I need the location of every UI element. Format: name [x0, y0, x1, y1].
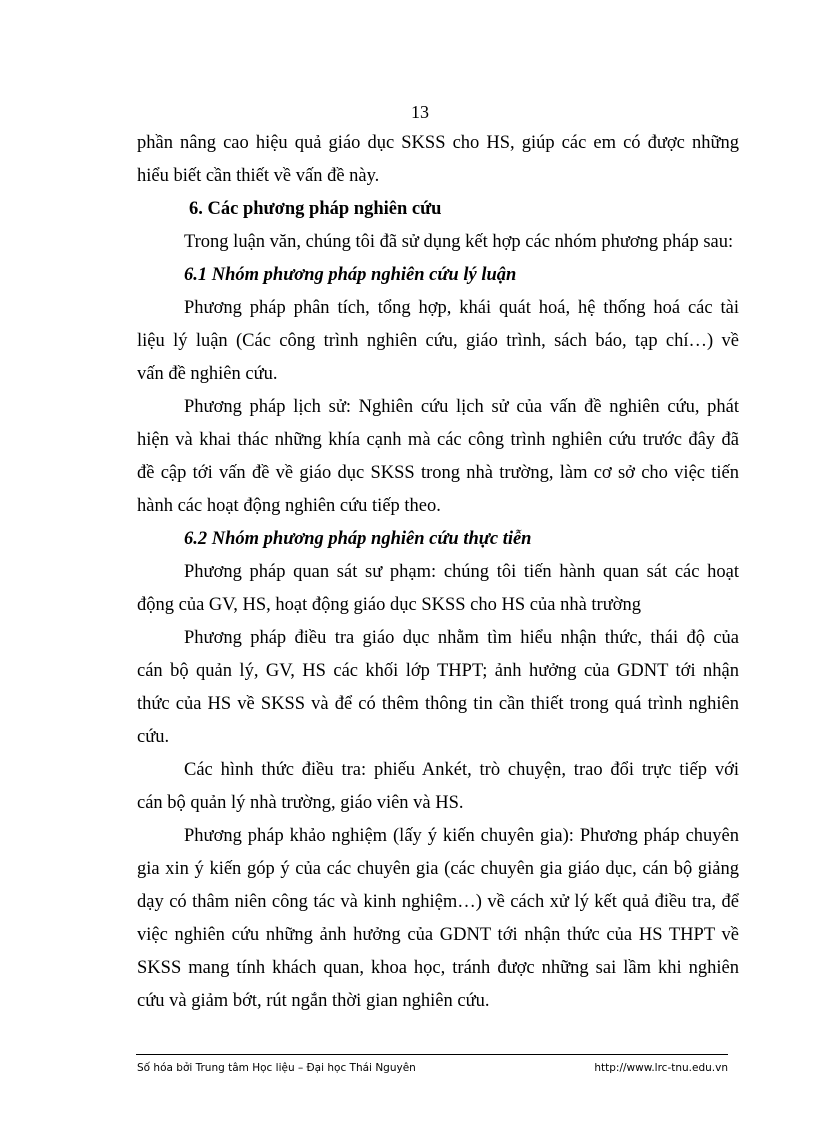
paragraph-line: Phương pháp lịch sử: Nghiên cứu lịch sử của vấn đề nghiên cứu, phát: [184, 397, 739, 417]
subsection-heading: 6.2 Nhóm phương pháp nghiên cứu thực tiễn: [184, 529, 532, 549]
paragraph-line: cứu.: [137, 727, 170, 747]
paragraph-line: vấn đề nghiên cứu.: [137, 364, 278, 384]
footer-source-text: Số hóa bởi Trung tâm Học liệu – Đại học Thái Nguyên: [137, 1062, 416, 1074]
section-heading: 6. Các phương pháp nghiên cứu: [189, 199, 442, 219]
paragraph-line: Phương pháp khảo nghiệm (lấy ý kiến chuyên gia): Phương pháp chuyên: [184, 826, 739, 846]
paragraph-line: Phương pháp phân tích, tổng hợp, khái quát hoá, hệ thống hoá các tài: [184, 298, 739, 318]
paragraph-line: gia xin ý kiến góp ý của các chuyên gia (các chuyên gia giáo dục, cán bộ giảng: [137, 859, 739, 879]
paragraph-line: dạy có thâm niên công tác và kinh nghiệm…) về cách xử lý kết quả điều tra, để: [137, 892, 739, 912]
paragraph-line: Các hình thức điều tra: phiếu Ankét, trò chuyện, trao đổi trực tiếp với: [184, 760, 739, 780]
paragraph-line: cứu và giảm bớt, rút ngắn thời gian nghiên cứu.: [137, 991, 490, 1011]
paragraph-line: liệu lý luận (Các công trình nghiên cứu, giáo trình, sách báo, tạp chí…) về: [137, 331, 739, 351]
page-number: 13: [411, 102, 429, 122]
paragraph-line: phần nâng cao hiệu quả giáo dục SKSS cho HS, giúp các em có được những: [137, 133, 739, 153]
paragraph-line: cán bộ quản lý, GV, HS các khối lớp THPT; ảnh hưởng của GDNT tới nhận: [137, 661, 739, 681]
paragraph-line: động của GV, HS, hoạt động giáo dục SKSS cho HS của nhà trường: [137, 595, 642, 615]
document-body: [137, 127, 739, 1018]
paragraph-line: thức của HS về SKSS và để có thêm thông tin cần thiết trong quá trình nghiên: [137, 694, 739, 714]
paragraph-line: hiểu biết cần thiết về vấn đề này.: [137, 166, 380, 186]
subsection-heading: 6.1 Nhóm phương pháp nghiên cứu lý luận: [184, 265, 517, 285]
paragraph-line: đề cập tới vấn đề về giáo dục SKSS trong nhà trường, làm cơ sở cho việc tiến: [137, 463, 739, 483]
paragraph-line: SKSS mang tính khách quan, khoa học, tránh được những sai lầm khi nghiên: [137, 958, 739, 978]
paragraph-line: việc nghiên cứu những ảnh hưởng của GDNT tới nhận thức của HS THPT về: [137, 925, 739, 945]
paragraph-line: hành các hoạt động nghiên cứu tiếp theo.: [137, 496, 441, 516]
paragraph-line: Phương pháp quan sát sư phạm: chúng tôi tiến hành quan sát các hoạt: [184, 562, 739, 582]
paragraph-line: cán bộ quản lý nhà trường, giáo viên và HS.: [137, 793, 464, 813]
footer-divider: [136, 1054, 728, 1055]
footer-url: http://www.lrc-tnu.edu.vn: [594, 1062, 728, 1074]
paragraph-line: hiện và khai thác những khía cạnh mà các công trình nghiên cứu trước đây đã: [137, 430, 739, 450]
paragraph-line: Phương pháp điều tra giáo dục nhằm tìm hiểu nhận thức, thái độ của: [184, 628, 739, 648]
paragraph-line: Trong luận văn, chúng tôi đã sử dụng kết hợp các nhóm phương pháp sau:: [184, 232, 734, 252]
